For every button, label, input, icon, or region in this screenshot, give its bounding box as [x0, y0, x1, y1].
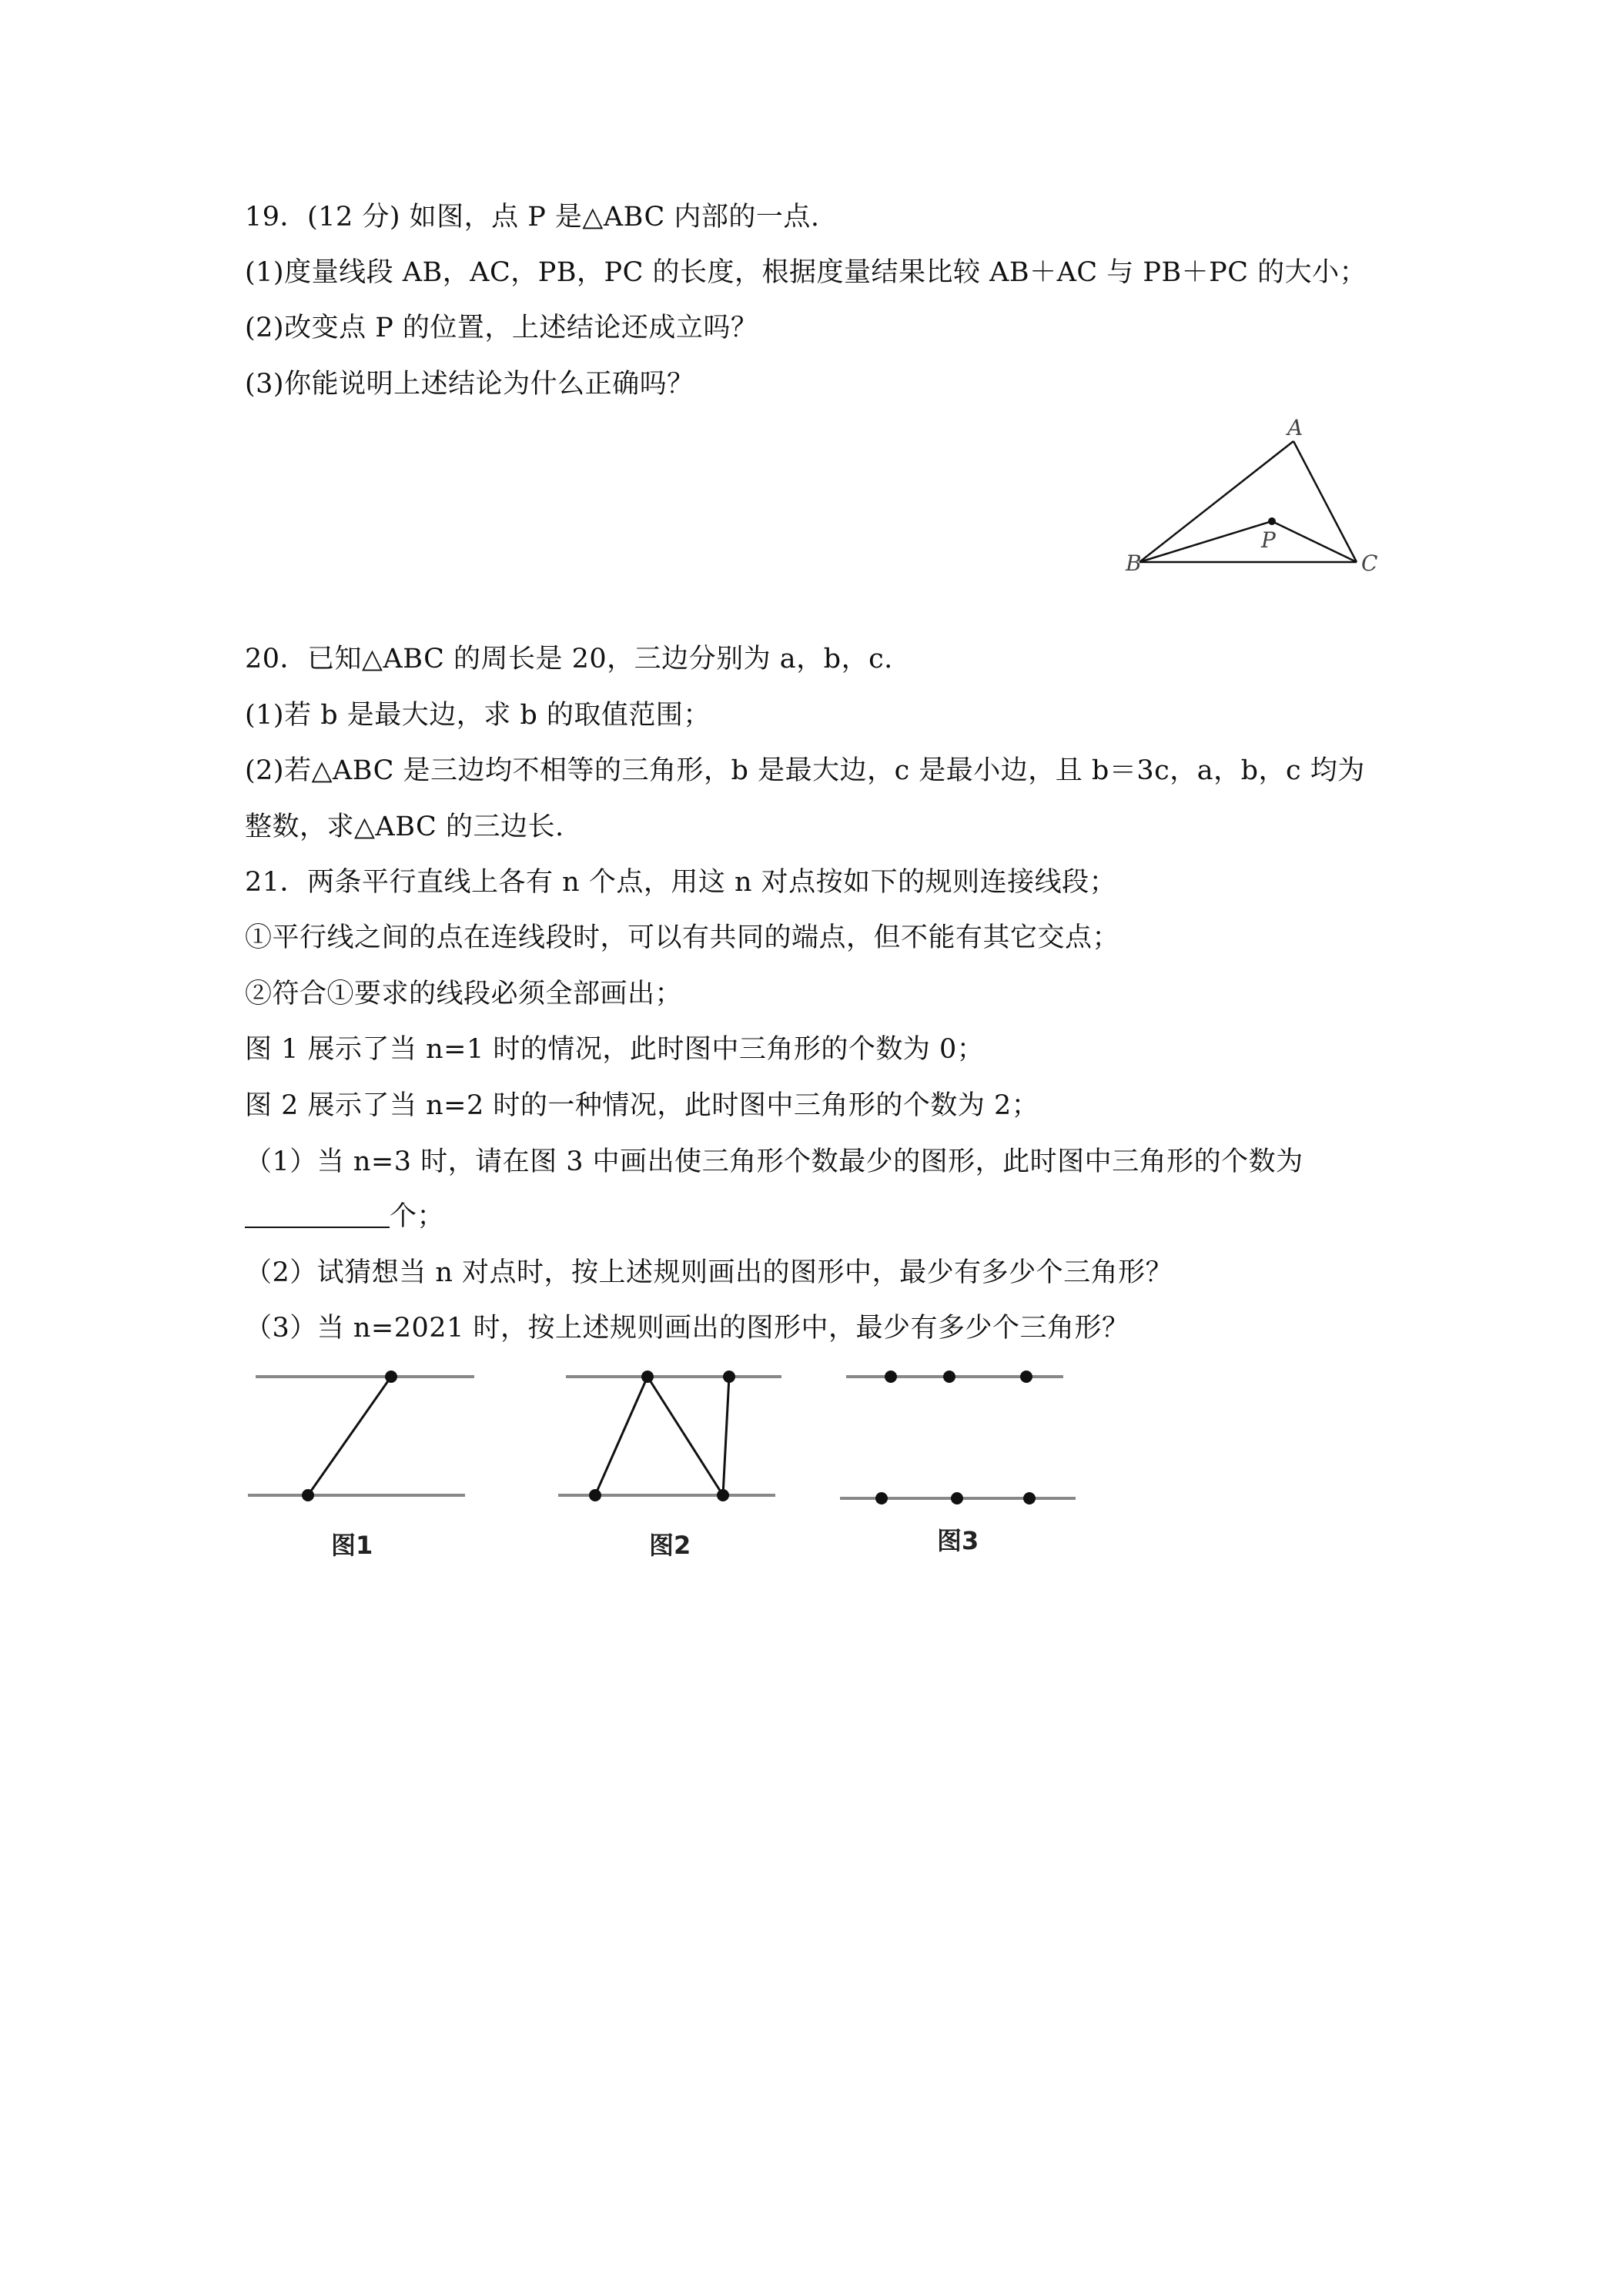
figure-1 — [245, 1355, 491, 1563]
label-p: P — [1261, 527, 1276, 553]
q21-part3: （3）当 n=2021 时，按上述规则画出的图形中，最少有多少个三角形？ — [245, 1313, 1129, 1344]
q19-part3: (3)你能说明上述结论为什么正确吗？ — [245, 369, 694, 400]
q19-part2: (2)改变点 P 的位置，上述结论还成立吗？ — [245, 313, 758, 343]
label-a: A — [1287, 415, 1303, 440]
q21-part1-unit: 个； — [390, 1201, 445, 1232]
figure-3[interactable] — [835, 1355, 1082, 1563]
figure-3-caption: 图3 — [937, 1526, 979, 1555]
q21-part1-line1: （1）当 n=3 时，请在图 3 中画出使三角形个数最少的图形，此时图中三角形的个数为 — [245, 1146, 1303, 1177]
q21-part1-line2 — [245, 1201, 444, 1232]
label-b: B — [1126, 551, 1142, 576]
q20-part2-line1: (2)若△ABC 是三边均不相等的三角形，b 是最大边，c 是最小边，且 b＝3c，a，b，c 均为 — [245, 755, 1365, 786]
figure-2-caption: 图2 — [649, 1531, 691, 1560]
q21-fig2-desc: 图 2 展示了当 n=2 时的一种情况，此时图中三角形的个数为 2； — [245, 1090, 1039, 1121]
q21-title: 21．两条平行直线上各有 n 个点，用这 n 对点按如下的规则连接线段； — [245, 867, 1117, 898]
q21-part2: （2）试猜想当 n 对点时，按上述规则画出的图形中，最少有多少个三角形？ — [245, 1257, 1173, 1288]
figure-2 — [558, 1355, 805, 1563]
q20-part2-line2: 整数，求△ABC 的三边长. — [245, 812, 564, 842]
q21-rule2: ②符合①要求的线段必须全部画出； — [245, 979, 683, 1009]
triangle-abc-figure — [1109, 412, 1401, 581]
figure-1-caption: 图1 — [331, 1531, 373, 1560]
label-c: C — [1361, 551, 1378, 576]
q21-fig1-desc: 图 1 展示了当 n=1 时的情况，此时图中三角形的个数为 0； — [245, 1034, 985, 1065]
q20-title: 20．已知△ABC 的周长是 20，三边分别为 a，b，c. — [245, 644, 893, 674]
q21-rule1: ①平行线之间的点在连线段时，可以有共同的端点，但不能有其它交点； — [245, 922, 1120, 953]
answer-blank[interactable] — [245, 1202, 390, 1228]
q19-title: 19．(12 分) 如图，点 P 是△ABC 内部的一点. — [245, 202, 820, 233]
q19-part1: (1)度量线段 AB，AC，PB，PC 的长度，根据度量结果比较 AB＋AC 与 PB＋PC 的大小； — [245, 257, 1367, 288]
q20-part1: (1)若 b 是最大边，求 b 的取值范围； — [245, 700, 711, 731]
